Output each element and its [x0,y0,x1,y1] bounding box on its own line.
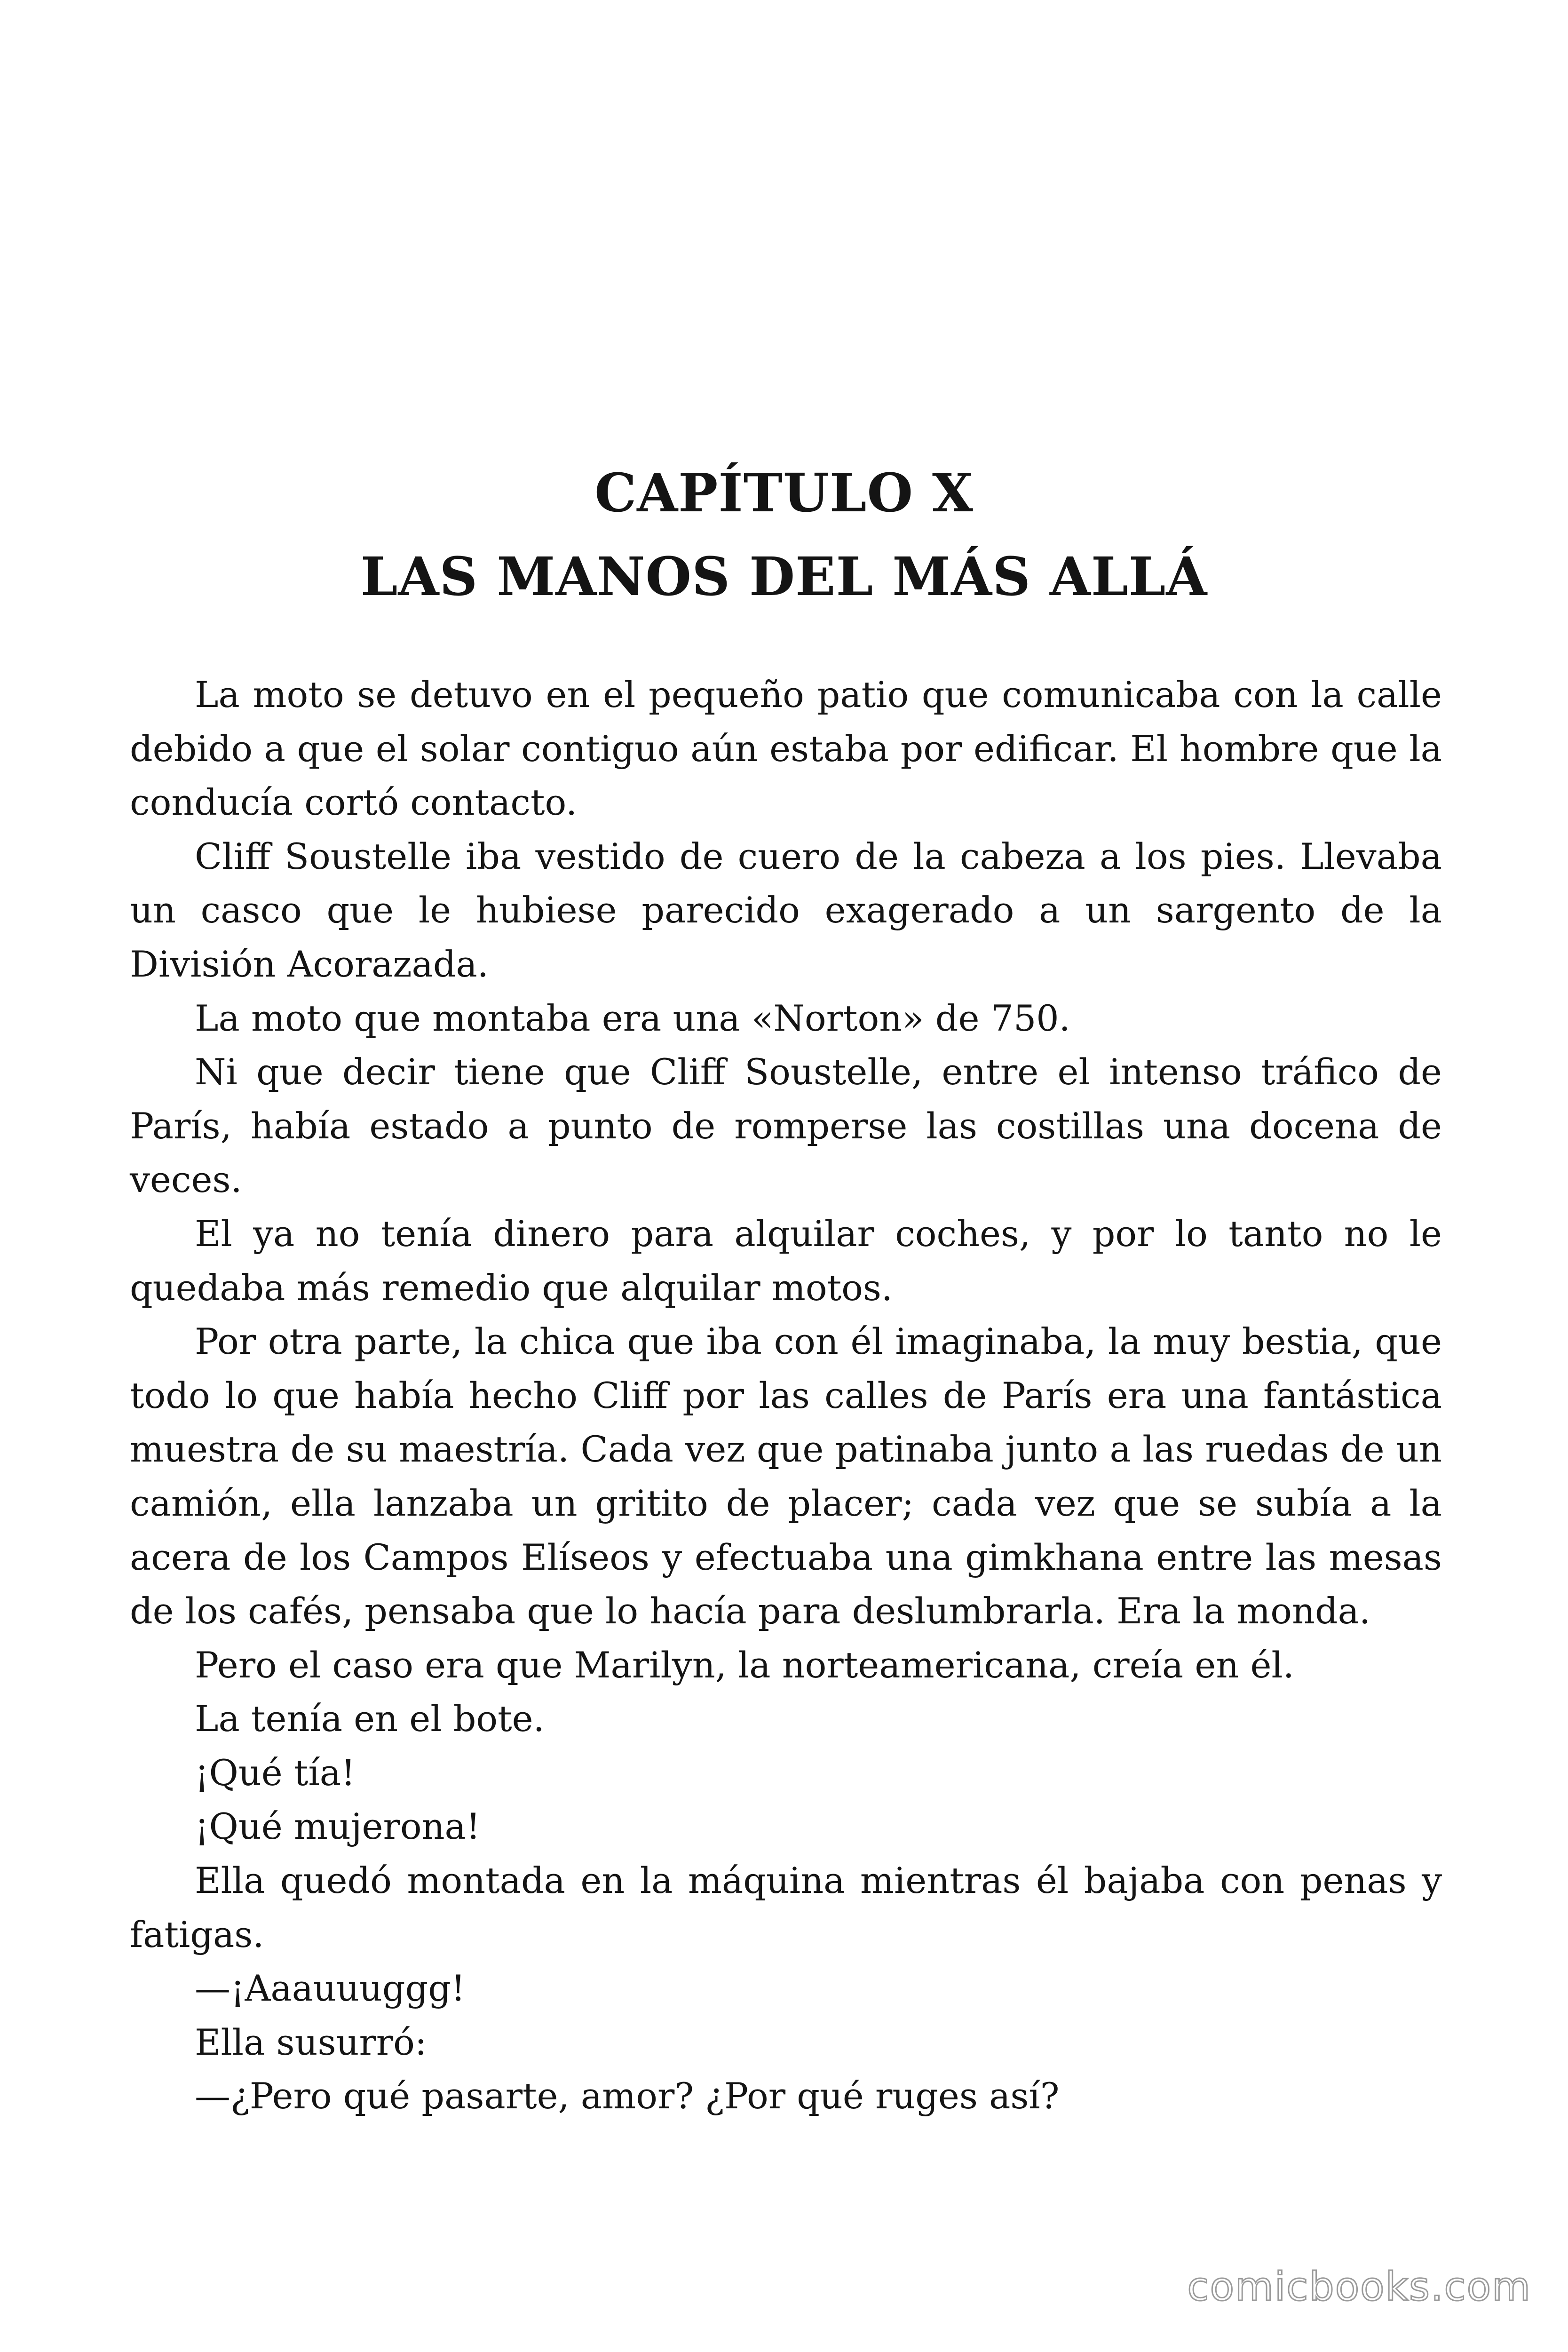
dialogue-line: —¡Aaauuuggg! [195,1967,466,2010]
paragraph: Ella quedó montada en la máquina mientras él bajaba con penas y fatigas. [130,1859,1442,1955]
paragraph: Pero el caso era que Marilyn, la norteamericana, creía en él. [195,1644,1294,1686]
watermark: comicbooks.com [1187,2264,1531,2310]
paragraph: Por otra parte, la chica que iba con él imaginaba, la muy bestia, que todo lo que había hecho Cliff por las calles de París era una fantástica muestra de su maestría. Cada vez que patinaba junto a las ruedas de un camión, ella lanzaba un gritito de placer; cada vez que se subía a la acera de los Campos Elíseos y efectuaba una gimkhana entre las mesas de los cafés, pensaba que lo hacía para deslumbrarla. Era la monda. [130,1320,1442,1632]
paragraph: ¡Qué tía! [195,1751,356,1794]
paragraph: ¡Qué mujerona! [195,1805,481,1848]
paragraph: Ella susurró: [195,2021,427,2063]
paragraph: La tenía en el bote. [195,1698,545,1740]
paragraph: La moto que montaba era una «Norton» de 750. [195,997,1070,1039]
paragraph: Ni que decir tiene que Cliff Soustelle, entre el intenso tráfico de París, había estado a punto de romperse las costillas una docena de veces. [130,1051,1442,1201]
chapter-number: CAPÍTULO X [594,462,974,524]
chapter-heading [0,452,1568,619]
dialogue-line: —¿Pero qué pasarte, amor? ¿Por qué ruges así? [195,2075,1060,2117]
paragraph: El ya no tenía dinero para alquilar coches, y por lo tanto no le quedaba más remedio que alquilar motos. [130,1212,1442,1309]
paragraph: La moto se detuvo en el pequeño patio que comunicaba con la calle debido a que el solar contiguo aún estaba por edificar. El hombre que la conducía cortó contacto. [130,674,1442,824]
chapter-title: LAS MANOS DEL MÁS ALLÁ [360,546,1208,608]
chapter-body [130,668,1442,2123]
paragraph: Cliff Soustelle iba vestido de cuero de la cabeza a los pies. Llevaba un casco que le hubiese parecido exagerado a un sargento de la División Acorazada. [130,835,1442,985]
